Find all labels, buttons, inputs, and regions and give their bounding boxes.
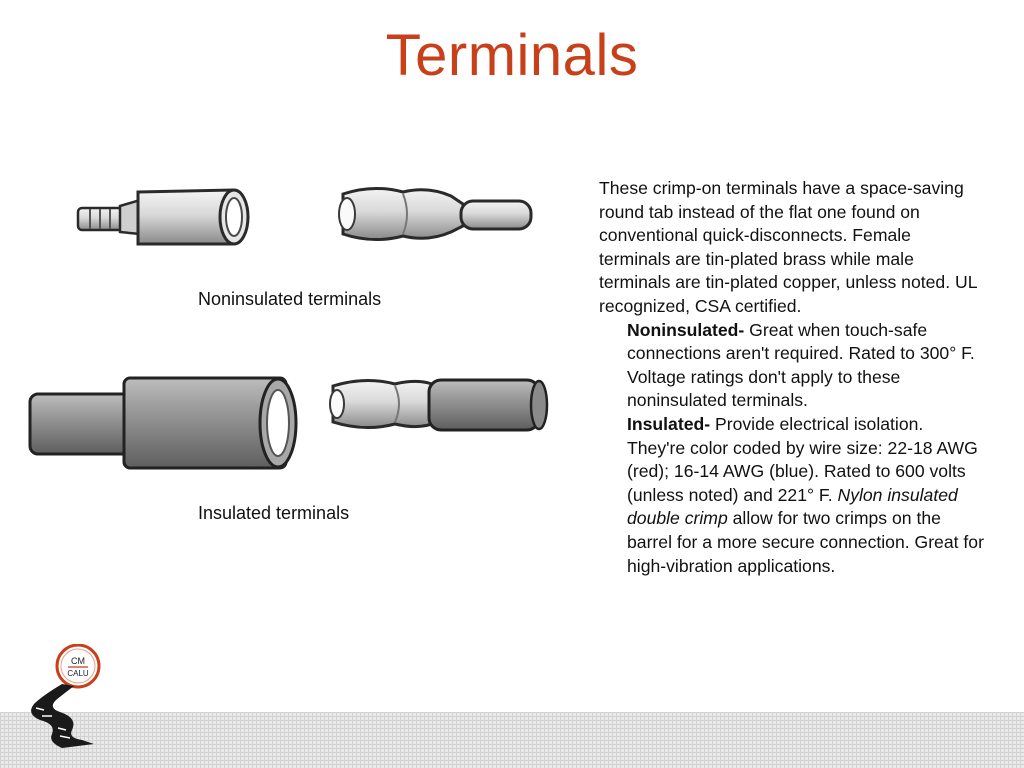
insulated-text: Provide electrical isolation. They're color coded by wire size: 22-18 AWG (red); 16-14 AWG (blue). Rated to 600 volts (unless noted) and 221° F. [627,413,978,505]
noninsulated-heading: Noninsulated- [627,319,745,340]
footer-pattern-band [0,712,1024,768]
insulated-female-terminal-image [26,372,302,472]
insulated-tail-text: allow for two crimps on the barrel for a more secure connection. Great for high-vibration applications. [627,508,984,576]
noninsulated-paragraph [599,319,984,413]
slide-title: Terminals [385,23,639,88]
logo-text-line1: CM [71,656,85,666]
intro-paragraph: These crimp-on terminals have a space-saving round tab instead of the flat one found on conventional quick-disconnects. Female terminals are tin-plated brass while male terminals are tin-plated copper, unless noted. UL recognized, CSA certified. [599,178,977,316]
noninsulated-text: Great when touch-safe connections aren't required. Rated to 300° F. Voltage ratings don't apply to these noninsulated terminals. [627,319,975,411]
description-text [599,177,984,578]
insulated-italic-text: Nylon insulated double crimp [627,484,958,529]
noninsulated-caption: Noninsulated terminals [198,289,382,309]
insulated-heading: Insulated- [627,413,711,434]
insulated-male-terminal-image [325,372,553,436]
noninsulated-female-terminal-image [72,182,257,252]
insulated-paragraph [599,413,984,578]
university-logo [22,644,112,754]
noninsulated-male-terminal-image [333,184,538,244]
logo-text-line2: CALU [67,669,89,678]
insulated-caption: Insulated terminals [198,503,350,523]
